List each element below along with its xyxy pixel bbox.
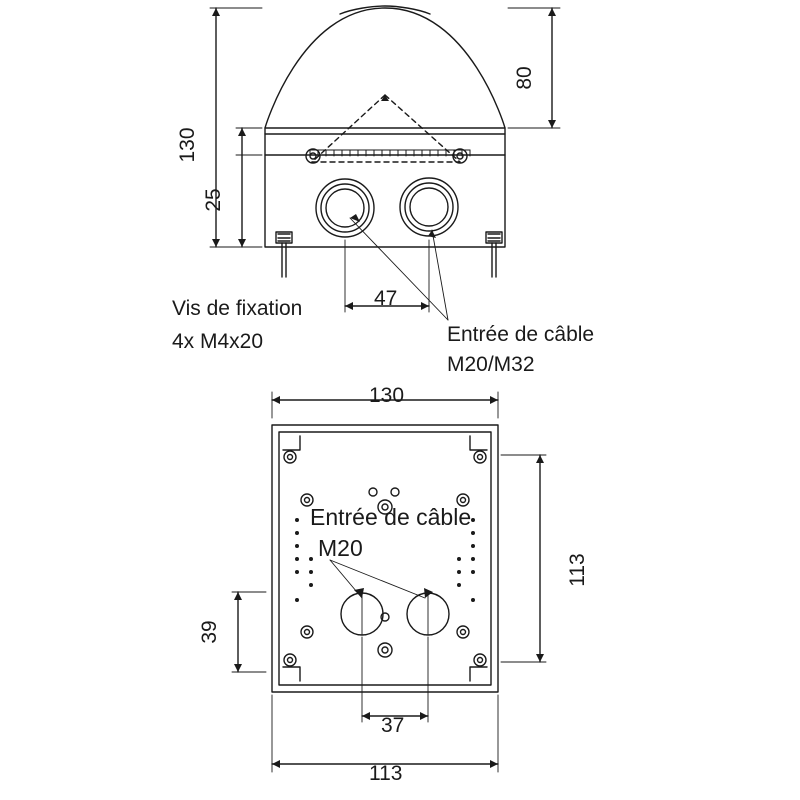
dim-label-front-height-25: 25 bbox=[201, 188, 225, 212]
base-plate-outline bbox=[272, 425, 498, 692]
front-mounting-screws bbox=[276, 232, 502, 277]
dim-label-front-height-130: 130 bbox=[175, 127, 199, 163]
annotation-cable-entry-front-line1: Entrée de câble bbox=[447, 323, 595, 346]
dim-label-base-39: 39 bbox=[197, 620, 221, 644]
leader-base-cable-entry bbox=[330, 560, 433, 598]
annotation-cable-entry-base-line2: M20 bbox=[318, 535, 363, 561]
annotation-cable-entry-front-line2: M20/M32 bbox=[447, 353, 535, 376]
dim-front-25 bbox=[238, 128, 246, 247]
dim-label-base-113-right: 113 bbox=[565, 553, 589, 587]
base-plate-corner-brackets bbox=[283, 436, 487, 681]
front-view-body bbox=[265, 6, 505, 247]
dim-base-39 bbox=[234, 592, 242, 672]
dim-label-base-130: 130 bbox=[369, 384, 405, 407]
front-cable-gland-left bbox=[316, 179, 374, 237]
dim-label-front-height-80: 80 bbox=[512, 66, 536, 90]
dim-label-front-47: 47 bbox=[374, 287, 398, 310]
annotation-fixing-screws-line1: Vis de fixation bbox=[172, 297, 303, 320]
dim-base-113-vertical bbox=[536, 455, 544, 662]
dim-front-80 bbox=[548, 8, 556, 128]
annotation-cable-entry-base-line1: Entrée de câble bbox=[310, 504, 472, 530]
annotation-fixing-screws-line2: 4x M4x20 bbox=[172, 330, 264, 353]
front-cable-gland-right bbox=[400, 178, 458, 236]
dim-label-base-113-bottom: 113 bbox=[369, 762, 403, 785]
dim-label-base-37: 37 bbox=[381, 714, 405, 737]
